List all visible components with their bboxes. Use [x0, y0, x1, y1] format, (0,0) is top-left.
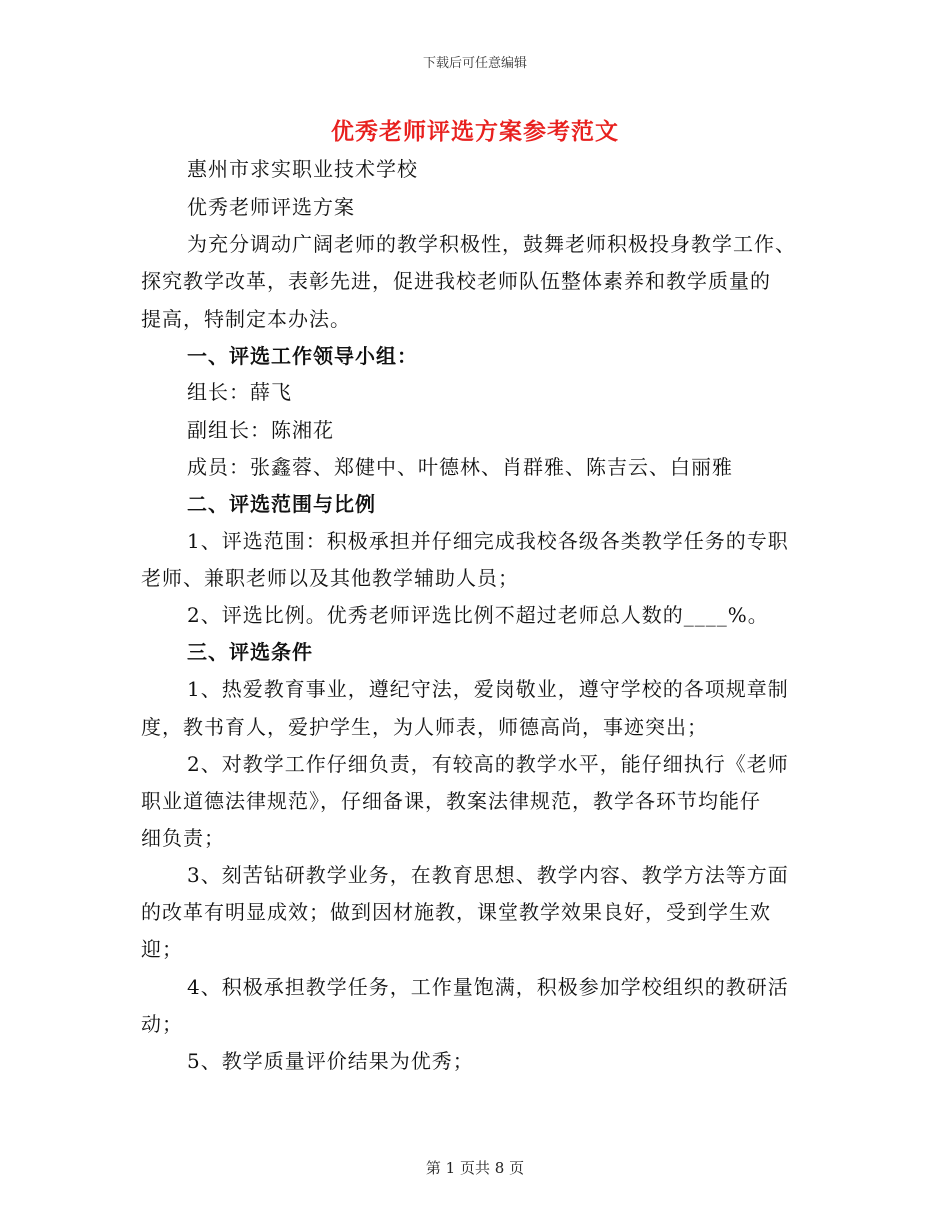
intro-paragraph-line-2: 探究教学改革，表彰先进，促进我校老师队伍整体素养和教学质量的: [141, 269, 771, 293]
header-note: 下载后可任意编辑: [422, 56, 527, 71]
members-line: 成员：张鑫蓉、郑健中、叶德林、肖群雅、陈吉云、白丽雅: [187, 455, 733, 479]
condition-5-line-1: 5、教学质量评价结果为优秀；: [187, 1049, 474, 1073]
ratio-item: 2、评选比例。优秀老师评选比例不超过老师总人数的____%。: [187, 603, 769, 627]
condition-3-line-3: 迎；: [141, 937, 183, 961]
condition-1-line-2: 度，教书育人，爱护学生，为人师表，师德高尚，事迹突出；: [141, 715, 708, 739]
document-title: 优秀老师评选方案参考范文: [331, 118, 619, 145]
condition-4-line-2: 动；: [141, 1012, 183, 1036]
scope-item-line-1: 1、评选范围：积极承担并仔细完成我校各级各类教学任务的专职: [187, 529, 789, 553]
intro-paragraph-line-3: 提高，特制定本办法。: [141, 307, 351, 331]
condition-2-line-1: 2、对教学工作仔细负责，有较高的教学水平，能仔细执行《老师: [187, 752, 789, 776]
section-heading-2: 二、评选范围与比例: [187, 492, 376, 516]
section-heading-3: 三、评选条件: [187, 640, 313, 664]
condition-2-line-3: 细负责；: [141, 826, 225, 850]
deputy-leader-line: 副组长：陈湘花: [187, 418, 334, 442]
section-heading-1: 一、评选工作领导小组：: [187, 344, 418, 368]
page-number-footer: 第 1 页共 8 页: [425, 1159, 525, 1177]
school-name: 惠州市求实职业技术学校: [187, 157, 418, 181]
condition-2-line-2: 职业道德法律规范》，仔细备课，教案法律规范，教学各环节均能仔: [141, 789, 761, 813]
condition-3-line-2: 的改革有明显成效；做到因材施教，课堂教学效果良好，受到学生欢: [141, 900, 771, 924]
plan-name: 优秀老师评选方案: [187, 195, 355, 219]
scope-item-line-2: 老师、兼职老师以及其他教学辅助人员；: [141, 566, 519, 590]
intro-paragraph-line-1: 为充分调动广阔老师的教学积极性，鼓舞老师积极投身教学工作、: [187, 232, 796, 256]
condition-1-line-1: 1、热爱教育事业，遵纪守法，爱岗敬业，遵守学校的各项规章制: [187, 677, 789, 701]
leader-line: 组长：薛飞: [187, 380, 292, 404]
condition-3-line-1: 3、刻苦钻研教学业务，在教育思想、教学内容、教学方法等方面: [187, 863, 789, 887]
condition-4-line-1: 4、积极承担教学任务，工作量饱满，积极参加学校组织的教研活: [187, 975, 789, 999]
